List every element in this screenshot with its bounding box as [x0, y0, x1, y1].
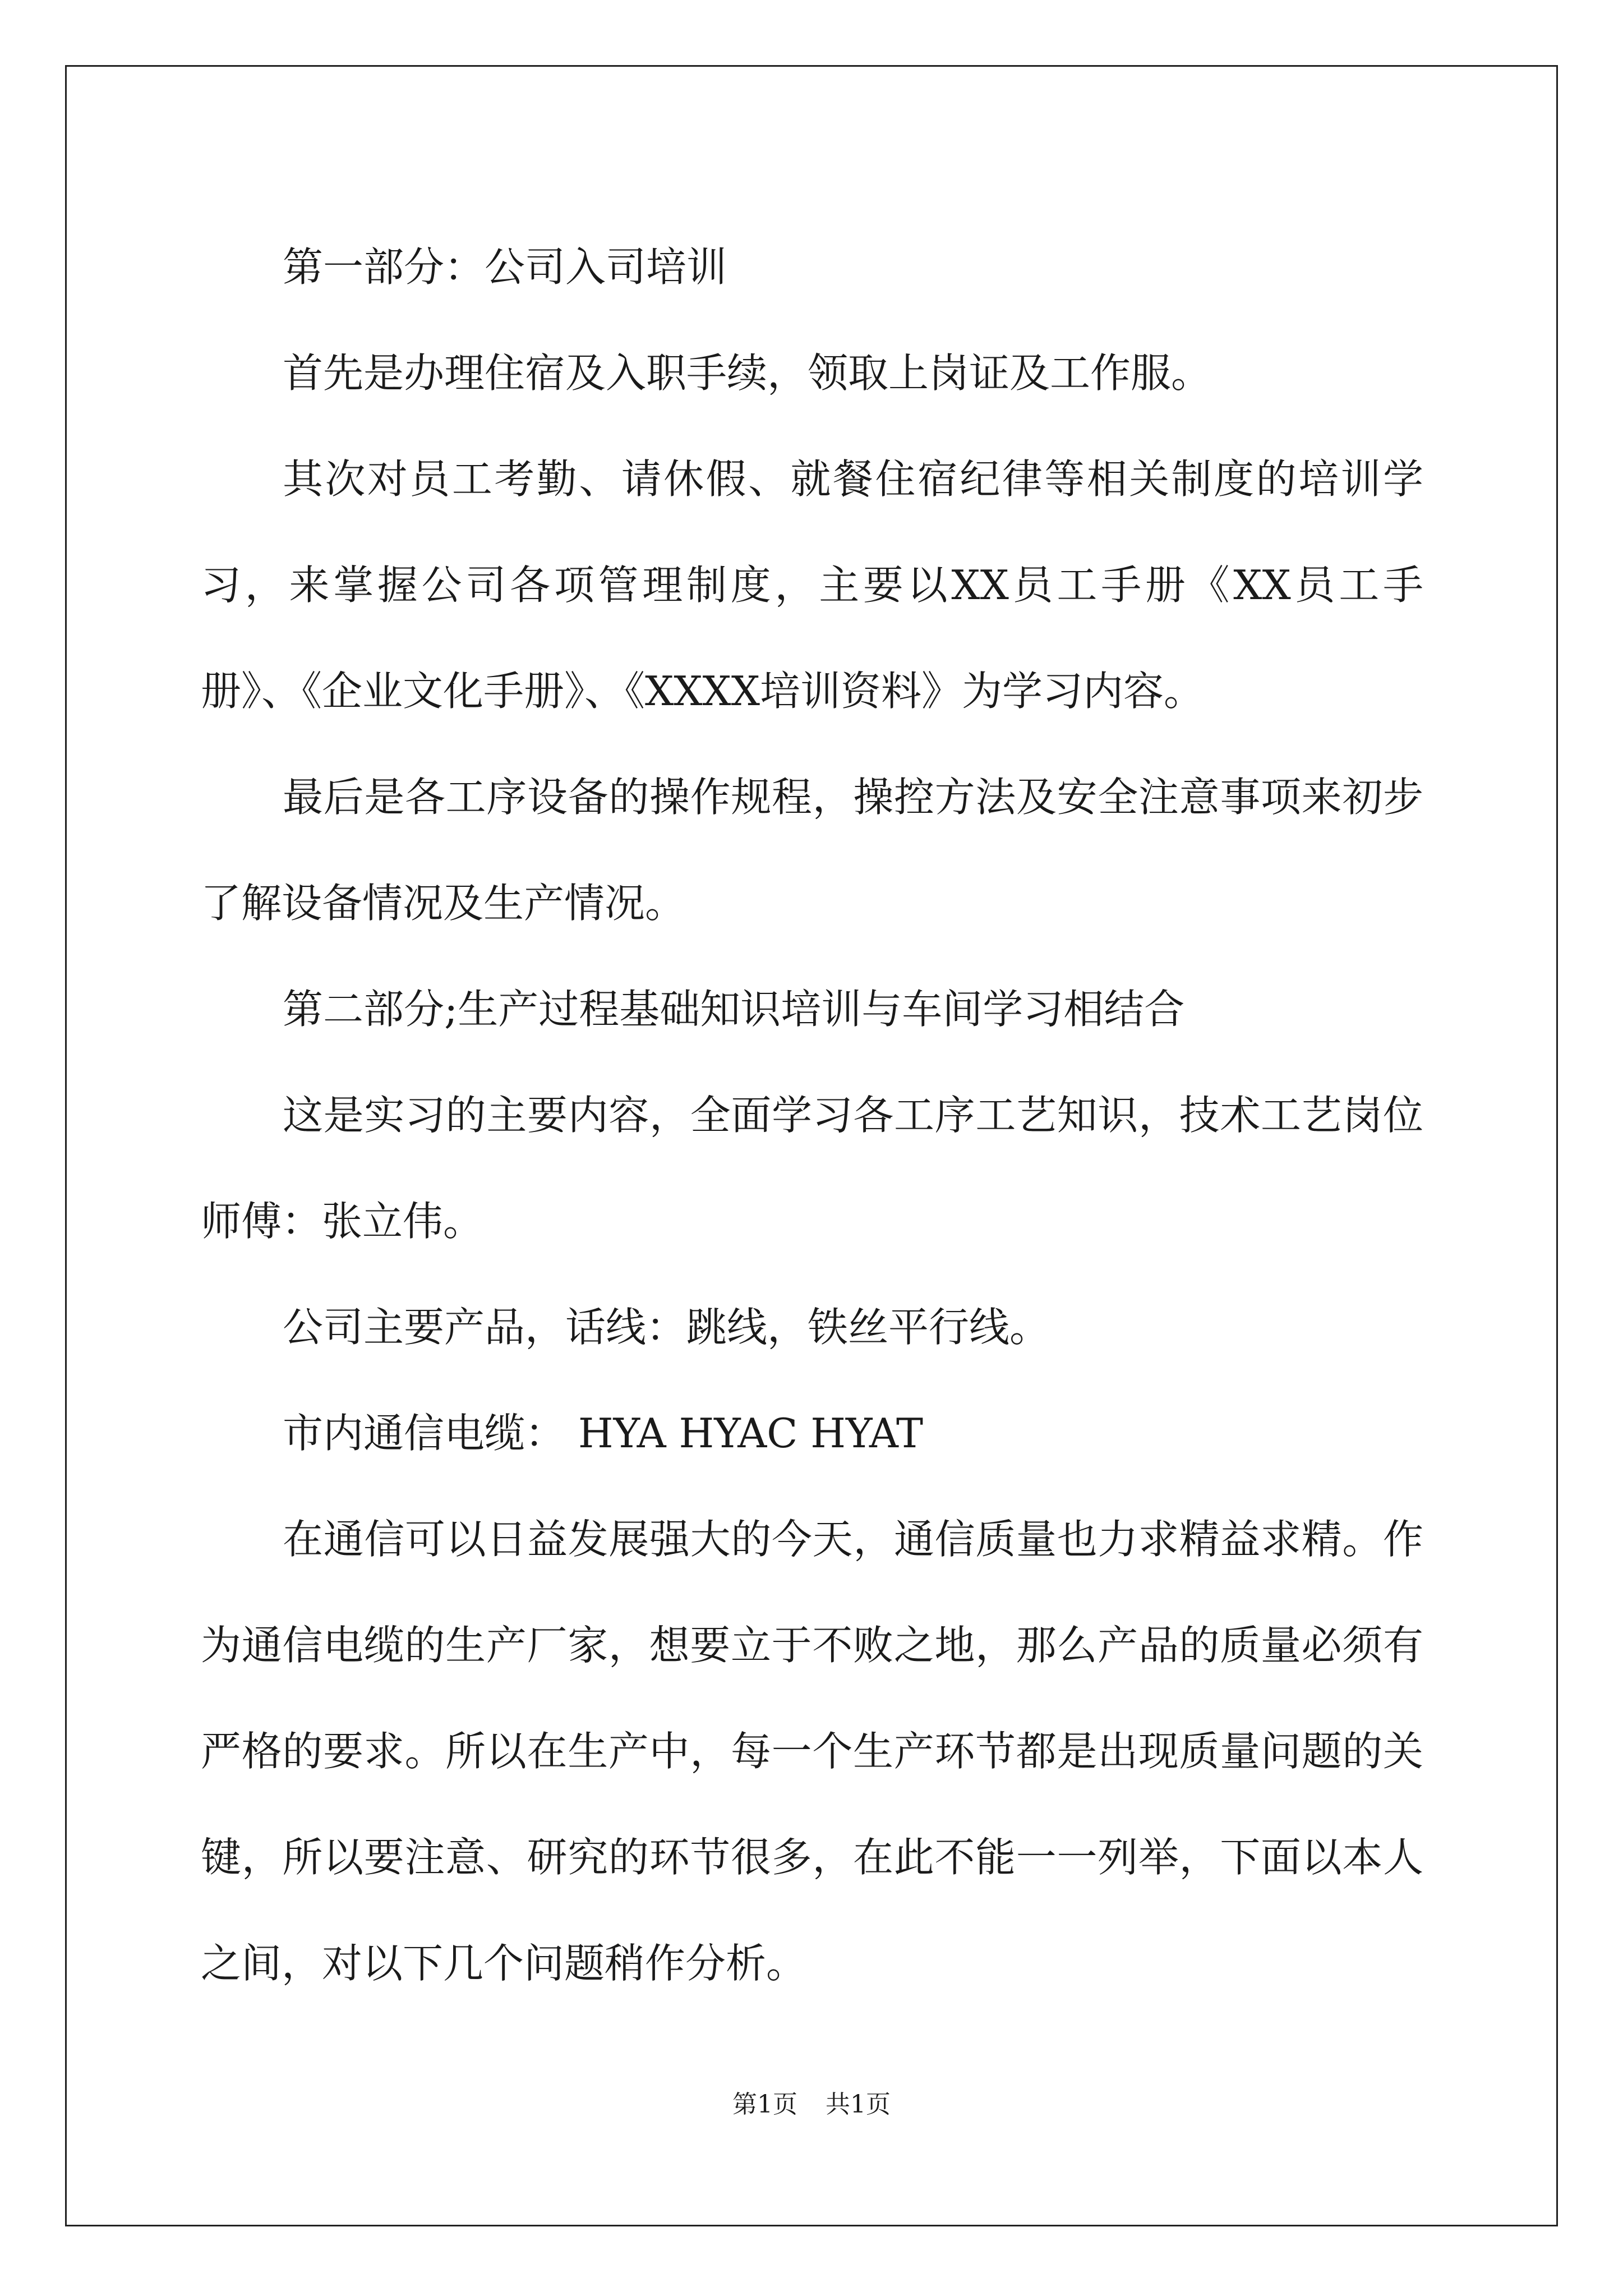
document-body: [201, 214, 1423, 2017]
paragraph: 市内通信电缆： HYA HYAC HYAT: [283, 1410, 924, 1457]
paragraph: 首先是办理住宿及入职手续，领取上岗证及工作服。: [283, 349, 1212, 397]
paragraph: 其次对员工考勤、请休假、就餐住宿纪律等相关制度的培训学习，来掌握公司各项管理制度，主要以XX员工手册《XX员工手册》、《企业文化手册》、《XXXX培训资料》为学习内容。: [201, 455, 1423, 715]
page-footer: [0, 2088, 1623, 2122]
paragraph: 第二部分;生产过程基础知识培训与车间学习相结合: [283, 986, 1185, 1033]
page-total: 共1页: [826, 2090, 891, 2119]
paragraph: 第一部分：公司入司培训: [283, 243, 727, 291]
paragraph: 在通信可以日益发展强大的今天，通信质量也力求精益求精。作为通信电缆的生产厂家，想要立于不败之地，那么产品的质量必须有严格的要求。所以在生产中，每一个生产环节都是出现质量问题的关键，所以要注意、研究的环节很多，在此不能一一列举，下面以本人之间，对以下几个问题稍作分析。: [201, 1516, 1423, 1987]
page-number: 第1页: [732, 2090, 797, 2119]
paragraph: 最后是各工序设备的操作规程，操控方法及安全注意事项来初步了解设备情况及生产情况。: [201, 774, 1423, 927]
paragraph: 公司主要产品，话线：跳线，铁丝平行线。: [283, 1304, 1050, 1351]
paragraph: 这是实习的主要内容，全面学习各工序工艺知识，技术工艺岗位师傅：张立伟。: [201, 1092, 1423, 1245]
